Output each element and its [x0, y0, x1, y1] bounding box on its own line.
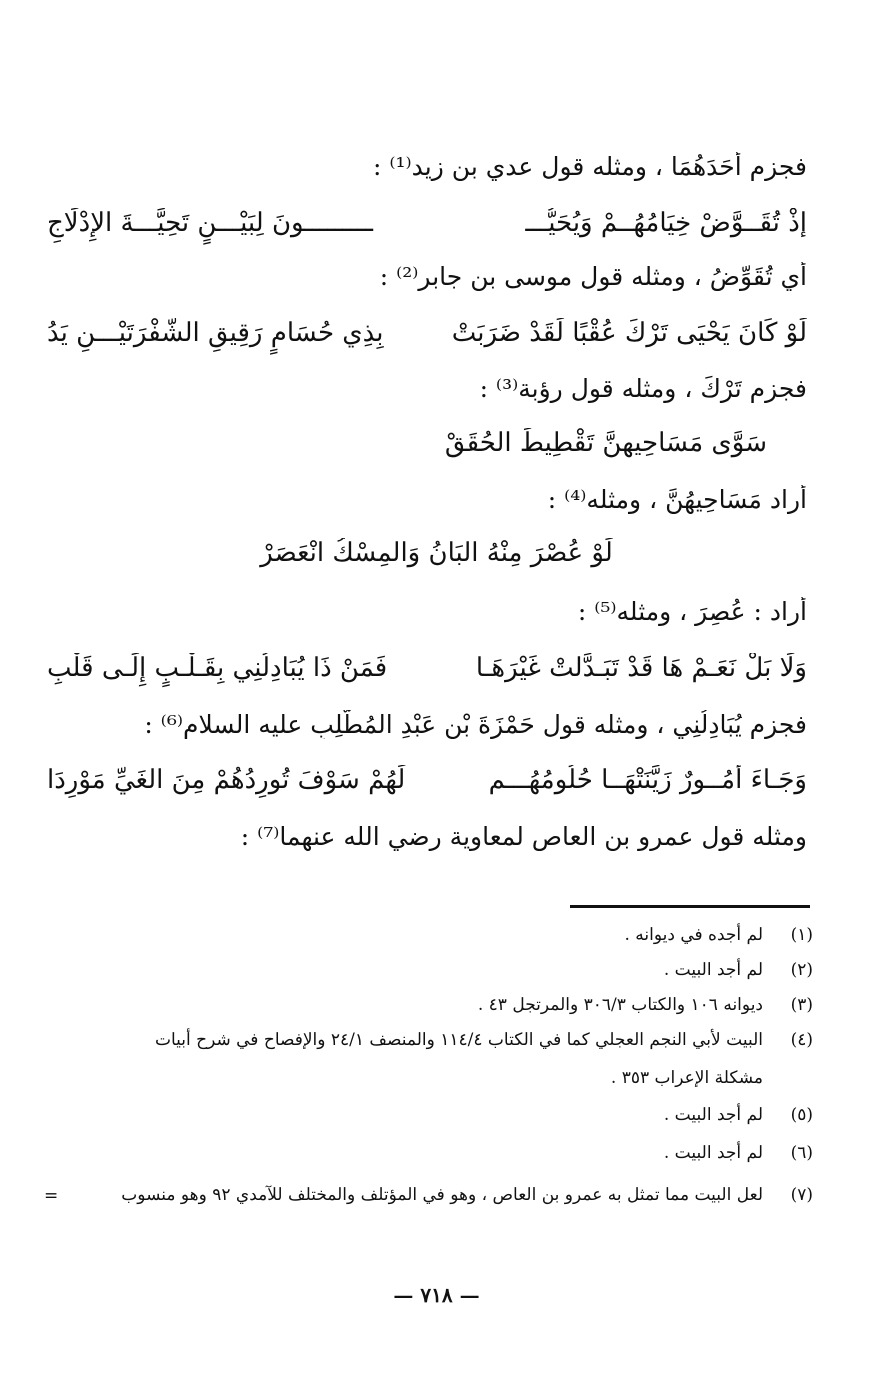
footnote-text: لعل البيت مما تمثل به عمرو بن العاص ، وهو في المؤتلف والمختلف للآمدي ٩٢ وهو منسوب: [121, 1185, 763, 1205]
footnote-text: لم أجده في ديوانه .: [624, 925, 763, 945]
text-line-2: أي تُقَوِّضُ ، ومثله قول موسى بن جابر⁽²⁾ :: [379, 262, 807, 291]
footnote-4: [61, 1025, 813, 1056]
footnote-1: [61, 920, 813, 951]
verse-2-second-hemistich: بِذِي حُسَامٍ رَقِيقِ الشَّفْرَتَيْـــنِ يَدُ: [47, 318, 384, 348]
verse-2-first-hemistich: لَوْ كَانَ يَحْيَى تَرْكَ عُقْبًا لَقَدْ ضَرَبَتْ: [451, 318, 807, 348]
verse-1: [47, 208, 807, 248]
footnote-text: البيت لأبي النجم العجلي كما في الكتاب ١١٤/٤ والمنصف ٢٤/١ والإفصاح في شرح أبيات: [154, 1030, 763, 1050]
footnote-4-continued: [61, 1063, 813, 1094]
verse-3: سَوَّى مَسَاحِيهِنَّ تَقْطِيطَ الحُقَقْ: [444, 428, 767, 458]
verse-5-first-hemistich: وَلَا بَلْ نَعَـمْ هَا قَدْ تَبَـدَّلتْ غَيْرَهَـا: [475, 653, 807, 683]
footnote-3: [61, 990, 813, 1021]
footnote-6: [61, 1138, 813, 1169]
verse-6-second-hemistich: لَهُمْ سَوْفَ تُورِدُهُمْ مِنَ الغَيِّ مَوْرِدَا: [47, 765, 406, 795]
footnote-continuation-mark: =: [44, 1186, 59, 1206]
text-line-3: فجزم تَرْكَ ، ومثله قول رؤبة⁽³⁾ :: [479, 374, 807, 403]
footnote-text: مشكلة الإعراب ٣٥٣ .: [610, 1068, 763, 1088]
verse-1-first-hemistich: إذْ تُقَــوَّضْ خِيَامُهُــمْ وَيُحَيُّـــ: [525, 208, 807, 238]
footnote-number: (٥): [790, 1105, 813, 1125]
footnote-number: (٣): [790, 995, 813, 1015]
footnote-text: ديوانه ١٠٦ والكتاب ٣٠٦/٣ والمرتجل ٤٣ .: [477, 995, 763, 1015]
footnote-7: [61, 1180, 813, 1211]
verse-1-second-hemistich: ـــــــــونَ لِبَيْـــنٍ تَحِيَّـــةَ الإِدْلَاجِ: [47, 208, 374, 238]
page-number: — ٧١٨ —: [393, 1283, 480, 1307]
footnote-text: لم أجد البيت .: [663, 960, 763, 980]
footnote-number: (٢): [790, 960, 813, 980]
footnote-text: لم أجد البيت .: [663, 1143, 763, 1163]
text-line-4: أراد مَسَاحِيهُنَّ ، ومثله⁽⁴⁾ :: [547, 485, 807, 514]
text-line-1: فجزم أَحَدَهُمَا ، ومثله قول عدي بن زيد⁽¹⁾ :: [373, 152, 807, 181]
text-line-7: ومثله قول عمرو بن العاص لمعاوية رضي الله عنهما⁽⁷⁾ :: [240, 822, 807, 851]
verse-5-second-hemistich: فَمَنْ ذَا يُبَادِلُنِي بِقَـلْـبٍ إِلَـى قَلْبِ: [47, 653, 388, 683]
verse-6: [47, 765, 807, 805]
footnote-number: (٦): [790, 1143, 813, 1163]
verse-4: لَوْ عُصْرَ مِنْهُ البَانُ وَالمِسْكُ انْعَصَرْ: [260, 538, 613, 568]
text-line-6: فجزم يُبَادِلُنِي ، ومثله قول حَمْزَةَ بْنِ عَبْدِ المُطَّلِبِ عليه السلام⁽⁶⁾ :: [144, 710, 807, 739]
footnote-number: (١): [790, 925, 813, 945]
footnote-2: [61, 955, 813, 986]
footnote-5: [61, 1100, 813, 1131]
verse-6-first-hemistich: وَجَـاءَ أُمُــورٌ زَيَّنَتْهَــا حُلُومُهُـــم: [488, 765, 807, 795]
verse-5: [47, 653, 807, 693]
footnote-divider: [570, 905, 810, 908]
footnote-text: لم أجد البيت .: [663, 1105, 763, 1125]
text-line-5: أراد : عُصِرَ ، ومثله⁽⁵⁾ :: [577, 597, 807, 626]
footnote-number: (٤): [790, 1030, 813, 1050]
verse-2: [47, 318, 807, 358]
footnote-number: (٧): [790, 1185, 813, 1205]
